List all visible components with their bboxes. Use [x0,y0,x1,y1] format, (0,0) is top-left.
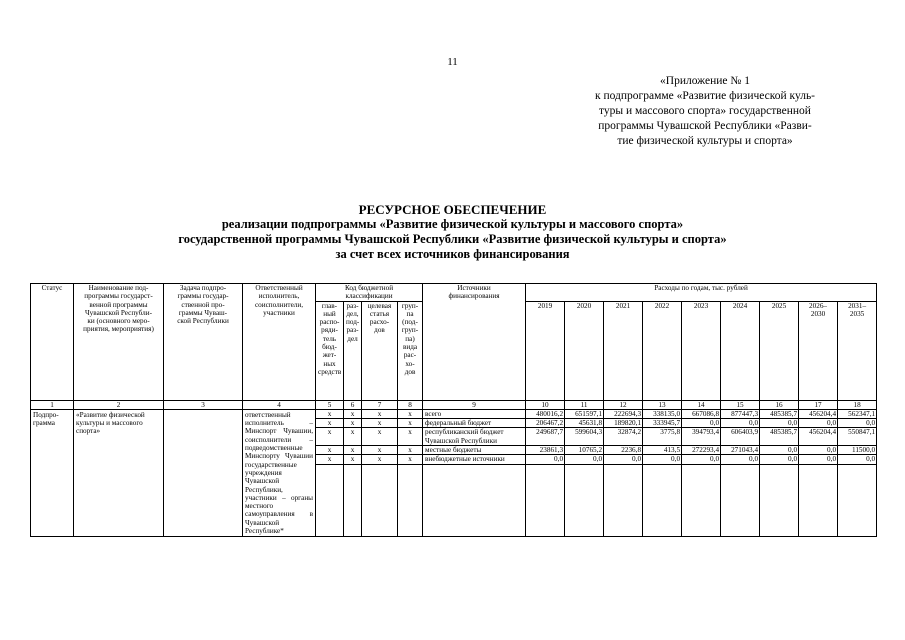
header-year-space [721,320,760,401]
column-number: 6 [344,400,362,409]
budget-code-cell: x [362,419,398,428]
column-number: 10 [526,400,565,409]
header-sources: Источники финансирования [423,284,526,401]
header-year-space [682,320,721,401]
expense-value: 0,0 [760,419,799,428]
header-name: Наименование под- программы государст- венной программы Чувашской Республи- ки (основного меро- приятия, мероприятия) [74,284,164,401]
column-number: 9 [423,400,526,409]
column-number: 11 [565,400,604,409]
header-executor: Ответственный исполнитель, соисполнители, участники [243,284,316,401]
expense-value: 0,0 [682,455,721,464]
expense-value: 0,0 [838,419,877,428]
expense-value: 456204,4 [799,409,838,418]
expense-value: 0,0 [643,455,682,464]
column-number: 15 [721,400,760,409]
expense-value: 11500,0 [838,446,877,455]
row-name: «Развитие физической культуры и массового спорта» [74,409,164,536]
budget-code-cell: x [316,409,344,418]
expense-value: 338135,0 [643,409,682,418]
column-number: 13 [643,400,682,409]
empty-cell [362,464,398,536]
header-budget-code: Код бюджетной классификации [316,284,423,302]
header-year-space [643,320,682,401]
row-task [164,409,243,536]
header-budget-code-sub: целевая статья расхо- дов [362,301,398,400]
budget-code-cell: x [316,455,344,464]
expense-value: 2236,8 [604,446,643,455]
column-number: 14 [682,400,721,409]
expense-value: 0,0 [799,455,838,464]
appendix-line: «Приложение № 1 [660,75,750,87]
source-name: внебюджетные источники [423,455,526,464]
empty-cell [721,464,760,536]
column-number: 18 [838,400,877,409]
table-row [31,409,877,418]
header-year-space [565,320,604,401]
expense-value: 0,0 [682,419,721,428]
expense-value: 480016,2 [526,409,565,418]
expense-value: 599604,3 [565,428,604,446]
header-year-space [799,320,838,401]
empty-cell [316,464,344,536]
header-row [31,284,877,302]
heading-line: государственной программы Чувашской Республики «Развитие физической культуры и спорта» [178,232,727,246]
expense-value: 23861,3 [526,446,565,455]
budget-code-cell: x [362,446,398,455]
expense-value: 606403,9 [721,428,760,446]
column-number: 12 [604,400,643,409]
budget-code-cell: x [344,419,362,428]
header-year: 2024 [721,301,760,320]
expense-value: 0,0 [838,455,877,464]
header-year-space [760,320,799,401]
column-number: 8 [398,400,423,409]
source-name: федеральный бюджет [423,419,526,428]
budget-code-cell: x [398,419,423,428]
expense-value: 877447,3 [721,409,760,418]
column-number: 7 [362,400,398,409]
empty-cell [344,464,362,536]
header-budget-code-sub: груп- па (под- груп- па) вида рас- хо- дов [398,301,423,400]
header-year: 2023 [682,301,721,320]
budget-code-cell: x [398,446,423,455]
expense-value: 667086,8 [682,409,721,418]
resource-table [30,283,877,537]
expense-value: 651597,1 [565,409,604,418]
column-number: 17 [799,400,838,409]
empty-cell [643,464,682,536]
appendix-line: к подпрограмме «Развитие физической куль- [594,90,816,102]
expense-value: 272293,4 [682,446,721,455]
budget-code-cell: x [344,428,362,446]
budget-code-cell: x [362,428,398,446]
empty-cell [526,464,565,536]
appendix-line: тие физической культуры и спорта» [617,135,793,147]
row-status: Подпро- грамма [31,409,74,536]
expense-value: 394793,4 [682,428,721,446]
expense-value: 45631,8 [565,419,604,428]
header-year: 2025 [760,301,799,320]
expense-value: 189820,1 [604,419,643,428]
appendix-line: программы Чувашской Республики «Разви- [598,120,812,132]
budget-code-cell: x [344,455,362,464]
column-number: 1 [31,400,74,409]
expense-value: 562347,1 [838,409,877,418]
expense-value: 0,0 [799,446,838,455]
header-year: 2031– 2035 [838,301,877,320]
expense-value: 0,0 [526,455,565,464]
header-budget-code-sub: глав- ный распо- ряди- тель бюд- жет- ных средств [316,301,344,400]
header-year: 2021 [604,301,643,320]
heading-line: за счет всех источников финансирования [335,247,570,261]
budget-code-cell: x [344,446,362,455]
expense-value: 413,5 [643,446,682,455]
expense-value: 485385,7 [760,409,799,418]
heading-line: реализации подпрограммы «Развитие физической культуры и массового спорта» [221,217,684,231]
empty-cell [760,464,799,536]
document-heading [60,202,845,262]
header-expenses: Расходы по годам, тыс. рублей [526,284,877,302]
column-number: 16 [760,400,799,409]
header-year: 2019 [526,301,565,320]
expense-value: 222694,3 [604,409,643,418]
expense-value: 32874,2 [604,428,643,446]
budget-code-cell: x [398,428,423,446]
empty-cell [398,464,423,536]
budget-code-cell: x [362,409,398,418]
budget-code-cell: x [362,455,398,464]
expense-value: 456204,4 [799,428,838,446]
source-name: местные бюджеты [423,446,526,455]
column-number-row [31,400,877,409]
budget-code-cell: x [316,428,344,446]
appendix-line: туры и массового спорта» государственной [599,105,811,117]
expense-value: 485385,7 [760,428,799,446]
header-year: 2026– 2030 [799,301,838,320]
column-number: 2 [74,400,164,409]
empty-cell [682,464,721,536]
expense-value: 10765,2 [565,446,604,455]
header-year-space [604,320,643,401]
row-executor: ответственный исполнитель – Минспорт Чувашии, соисполнители – подведомственные Минспорту Чувашии государственные учреждения Чувашской Республики, участники – органы местного самоуправления в Чувашской Республике* [243,409,316,536]
expense-value: 0,0 [799,419,838,428]
column-number: 4 [243,400,316,409]
expense-value: 3775,8 [643,428,682,446]
expense-value: 0,0 [760,455,799,464]
document-title: РЕСУРСНОЕ ОБЕСПЕЧЕНИЕ [358,202,547,217]
empty-cell [799,464,838,536]
header-year-space [838,320,877,401]
budget-code-cell: x [316,419,344,428]
budget-code-cell: x [344,409,362,418]
expense-value: 333945,7 [643,419,682,428]
budget-code-cell: x [316,446,344,455]
header-year-space [526,320,565,401]
appendix-note [560,74,850,149]
budget-code-cell: x [398,455,423,464]
expense-value: 0,0 [604,455,643,464]
header-status: Статус [31,284,74,401]
expense-value: 550847,1 [838,428,877,446]
expense-value: 249687,7 [526,428,565,446]
header-task: Задача подпро- граммы государ- ственной про- граммы Чуваш- ской Республики [164,284,243,401]
empty-cell [565,464,604,536]
header-year: 2020 [565,301,604,320]
expense-value: 0,0 [565,455,604,464]
page-number: 11 [447,56,458,68]
column-number: 5 [316,400,344,409]
empty-cell [838,464,877,536]
expense-value: 0,0 [721,419,760,428]
source-name: всего [423,409,526,418]
expense-value: 206467,2 [526,419,565,428]
expense-value: 0,0 [760,446,799,455]
empty-cell [423,464,526,536]
column-number: 3 [164,400,243,409]
budget-code-cell: x [398,409,423,418]
empty-cell [604,464,643,536]
header-budget-code-sub: раз- дел, под- раз- дел [344,301,362,400]
expense-value: 271043,4 [721,446,760,455]
header-year: 2022 [643,301,682,320]
expense-value: 0,0 [721,455,760,464]
source-name: республиканский бюджет Чувашской Республики [423,428,526,446]
